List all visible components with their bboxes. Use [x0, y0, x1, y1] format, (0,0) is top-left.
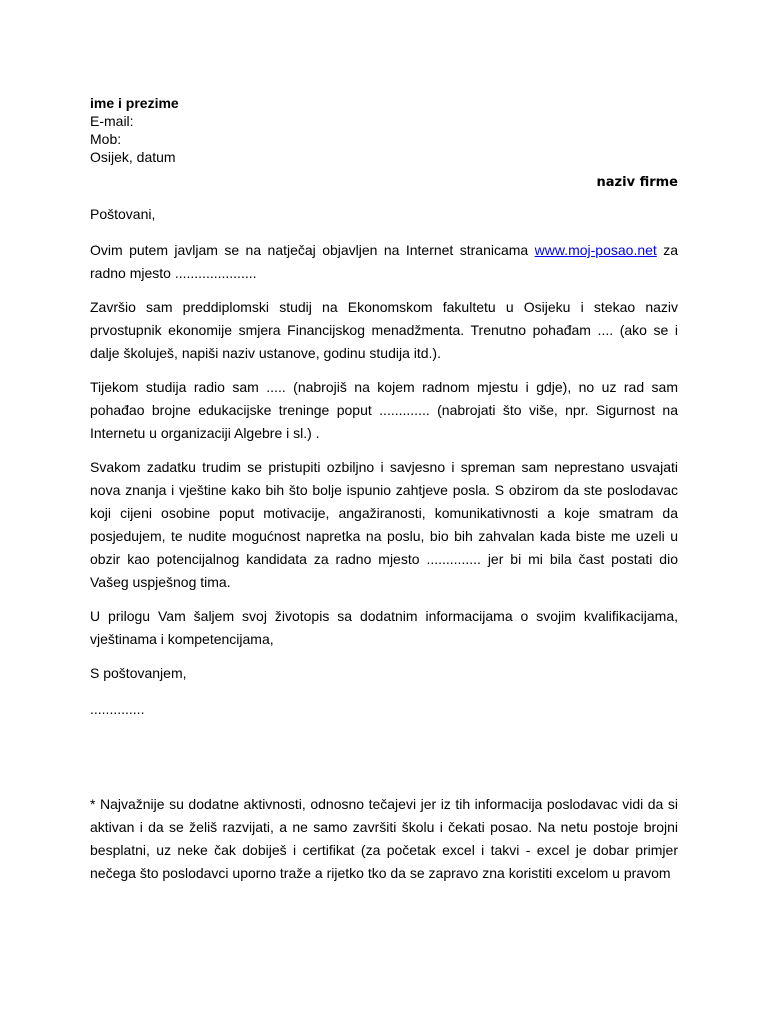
paragraph-experience: Tijekom studija radio sam ..... (nabrojiš na kojem radnom mjestu i gdje), no uz rad sam pohađao brojne edukacijske treninge poput ............. (nabrojati što više, npr. Sigurnost na Internetu u organizaciji Algebre i sl.) . — [90, 379, 678, 441]
sender-email: E-mail: — [90, 113, 134, 129]
sender-block — [90, 94, 678, 166]
sender-city-date: Osijek, datum — [90, 149, 176, 165]
sender-name: ime i prezime — [90, 95, 179, 111]
signature: .............. — [90, 701, 145, 717]
paragraph-intro — [90, 239, 678, 285]
paragraph-education: Završio sam preddiplomski studij na Ekonomskom fakultetu u Osijeku i stekao naziv prvostupnik ekonomije smjera Financijskog menadžmenta. Trenutno pohađam .... (ako se i dalje školuješ, napiši naziv ustanove, godinu studija itd.). — [90, 299, 678, 361]
job-portal-link[interactable]: www.moj-posao.net — [534, 242, 657, 258]
greeting: Poštovani, — [90, 206, 156, 222]
paragraph-motivation: Svakom zadatku trudim se pristupiti ozbiljno i savjesno i spreman sam neprestano usvajati nova znanja i vještine kako bih što bolje ispunio zahtjeve posla. S obzirom da ste poslodavac koji cijeni osobine poput motivacije, angažiranosti, komunikativnosti a koje smatram da posjedujem, te nudite mogućnost napretka na poslu, bio bih zahvalan kada biste me uzeli u obzir kao potencijalnog kandidata za radno mjesto .............. jer bi mi bila čast postati dio Vašeg uspješnog tima. — [90, 459, 678, 590]
sender-mobile: Mob: — [90, 131, 122, 147]
paragraph-attachment: U prilogu Vam šaljem svoj životopis sa dodatnim informacijama o svojim kvalifikacijama, vještinama i kompetencijama, — [90, 608, 678, 647]
paragraph-intro-text-end: za radno mjesto ..................... — [90, 242, 678, 281]
paragraph-intro-text: Ovim putem javljam se na natječaj objavljen na Internet stranicama — [90, 242, 535, 258]
footnote: * Najvažnije su dodatne aktivnosti, odnosno tečajevi jer iz tih informacija poslodavac vidi da si aktivan i da se želiš razvijati, a ne samo završiti školu i čekati posao. Na netu postoje brojni besplatni, uz neke čak dobiješ i certifikat (za početak excel i takvi - excel je dobar primjer nečega što poslodavci uporno traže a rijetko tko da se zapravo zna koristiti excelom u pravom — [90, 796, 678, 881]
closing: S poštovanjem, — [90, 665, 187, 681]
company-name: naziv firme — [596, 175, 678, 190]
